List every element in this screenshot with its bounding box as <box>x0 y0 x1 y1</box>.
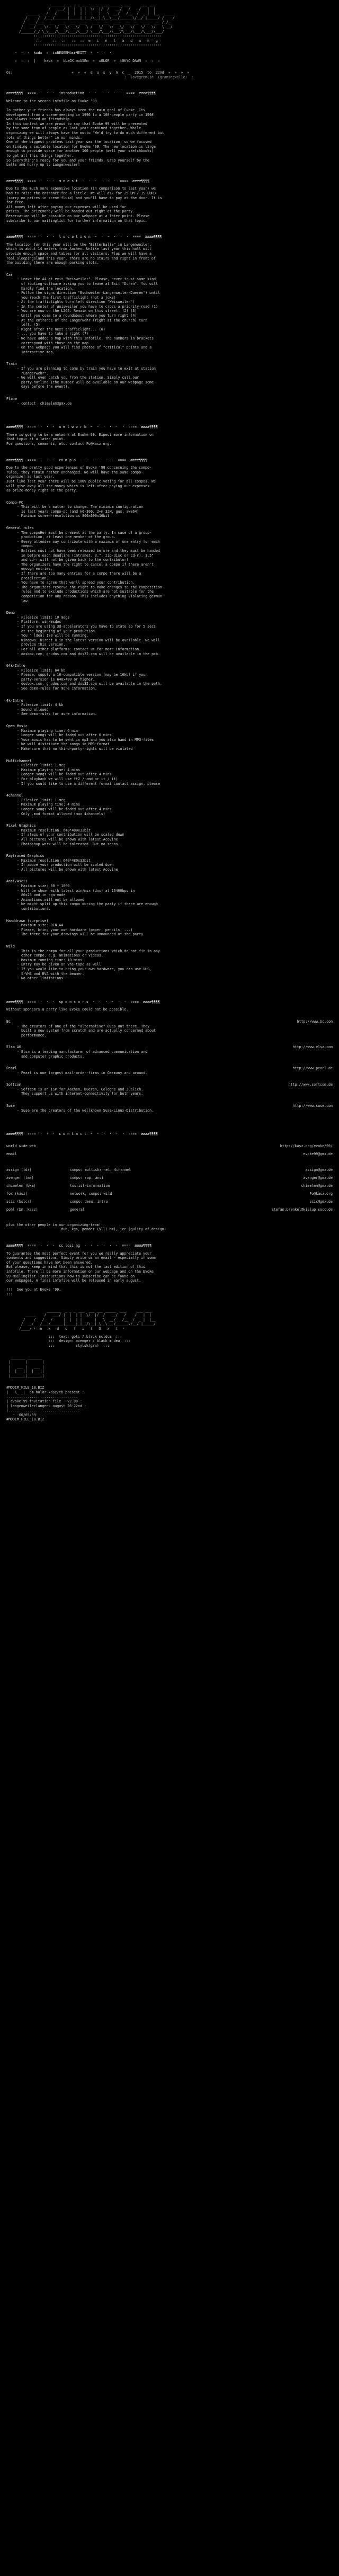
header-title-line: · · · kxdx » ixBEGEEMüsrMEITT · · · · <box>6 50 112 55</box>
subsection-line: - dosbox.com, gnudos.com and dos32.com will be available in the path. <box>17 682 162 686</box>
subsection-line: competition for any reason. This includes anything violating german <box>17 594 162 598</box>
subsection-line: - Filesize limit: 10 megs <box>17 615 70 620</box>
subsection-line: - Maximum playing time: 4 mins <box>17 802 81 807</box>
subsection-line: - Maximum playing time: 6 min <box>17 728 78 733</box>
footer-banner: _______ _ _ _ ___ ___ ___ _____ ___ ___ ___ _____ / ___/ | | | | \/ |/ / __/ / / | | / / / / | | | | | \ __/ /__ / _ | |__ / __/ /___/______|_____|_|__/\__|_\__\___/______\/__/ |_____/ /____/ · e x d o f i l 3 x t · <box>19 1308 156 1331</box>
subsection-line: law. <box>17 598 30 603</box>
subsection-line: - You ' ldeal 100 will be running. <box>17 633 88 638</box>
footer-art <box>6 1309 333 1422</box>
subsection-label: Train <box>6 362 17 366</box>
contact-name: pohl (bm, kasz) <box>6 1207 38 1212</box>
section-location <box>6 235 333 413</box>
sponsor-url-link[interactable]: http://www.pearl.de <box>292 1066 333 1071</box>
header-credits-line: : : : | kxdx » bLaCK moUSEm » xOLOR » tOKYO DAWN : : : <box>6 58 160 63</box>
sponsor-line: - The creators of one of the "alternative" OSes out there. They <box>17 1024 150 1028</box>
contact-name: email <box>6 1151 17 1156</box>
footer-credit-line: | evoke 99 invitation file ·v2.00 : <box>6 1399 82 1404</box>
subsection-label: Pixel Graphics <box>6 824 36 828</box>
subsection-line: - Longer songs will be faded out after 6 mins <box>17 733 112 738</box>
subsection-label: 4k-Intro <box>6 698 23 703</box>
sponsor-line: performance. <box>17 1033 47 1037</box>
subsection-line: at the beginning of your production. <box>17 629 97 633</box>
sponsor-name: Softcom <box>6 1083 21 1087</box>
section-heading: ææææ¶¶¶¶ ¤¤¤¤ · · · sp o n s o r s · · · · · · ¤¤¤¤ ææææ¶¶¶¶ <box>6 999 160 1004</box>
section-heading: ææææ¶¶¶¶ ¤¤¤¤ · · · m o e s t · · · · · · ¤¤¤¤ ææææ¶¶¶¶ <box>6 178 149 183</box>
sponsor-name: Bc <box>6 1019 11 1024</box>
subsection-line: - This will be a matter to change. The minimum configuration <box>17 505 144 509</box>
subsection-line: - Entry may be given on vhs-tape as well <box>17 962 101 967</box>
section-heading: ææææ¶¶¶¶ ¤¤¤¤ · · · n e t w o r k · · · · · · ¤¤¤¤ ææææ¶¶¶¶ <box>6 425 158 430</box>
footer-credits-style: ::: stylsk(gra) ::: <box>6 1343 110 1348</box>
contact-row <box>6 1152 333 1157</box>
subsection-line: - Longer songs will be faded out after 4 mins <box>17 772 112 777</box>
subsection-label: Plane <box>6 396 17 401</box>
contact-row <box>6 1184 333 1189</box>
subsection-line: - Make sure that no third-party-rights will be violated <box>17 747 133 751</box>
subsection <box>6 919 333 944</box>
subsection <box>6 664 333 699</box>
subsection-label: Demo <box>6 611 15 615</box>
sponsor-line: - Pearl is one largest mail-order-firms in Germany and around. <box>17 1070 148 1075</box>
section-body: Welcome to the second infofile on Evoke '99. To gather your friends has always been the main goal of Evoke. Its development from a scene-meeting in 1996 to a 100-people party in 1998 was always based on friendship. In this context we are proud to say that Evoke 99 will be presented by the same team of people as last year combined together. While organizing we will always have the motto "We'd try to do much different but lots of things better" in our minds. One of the biggest problems last year was the location, so we focused on finding a suitable location for Evoke '99. The new location is large enough to provide space for another 100 people (well your sketchbooks) to get all this things together. So everything's ready for you and your friends. Grab yourself by the balls and hurry up to Langenweiler! <box>6 99 164 167</box>
footer-path-line: | \_ _| bm-hulor-kasz/tb present : <box>6 1390 84 1394</box>
contact-address-link[interactable]: assign@gmx.de <box>305 1167 333 1172</box>
section-moest <box>6 179 333 223</box>
subsection-line: - Follow the signs direction "Eschweiler-Langenweiler-Dueren") until <box>17 291 160 296</box>
subsection-label: Handdrawn (surprise) <box>6 918 49 923</box>
subsection-line: contributions. <box>17 907 51 911</box>
subsection-line: - ... you have to take a right (7) <box>17 332 88 336</box>
section-body: To guarantee the most perfect event for you we really appreciate your comments and suggestions. Simply write us an email - especially if some of your questions have not been answered. But please, keep in mind that this is not the last edition of this infofile. There'll be more information on our webpage and on the Evoke 99-Mailinglist (instructions how to subscribe can be found on our webpage). A final infofile will be released in early august. !!! See you at Evoke '99. !!! <box>6 1251 156 1296</box>
footer-credit-line-2: | langenweilerlangen» august 28-22nd : <box>6 1403 86 1408</box>
subsection-line: - The theme for your drawings will be announced at the party <box>17 932 144 937</box>
subsection-line: hardly find the location. <box>17 286 74 291</box>
subsection <box>6 611 333 664</box>
contact-address-link[interactable]: http://kasz.org/evoke/99/ <box>280 1143 333 1148</box>
subsection-line: - Will be shown with latest win/msx (dos) at 16400bps in <box>17 888 135 893</box>
contact-role <box>70 1160 200 1165</box>
subsection-line: - You are now on the L264. Remain on this street. (2) (3) <box>17 309 137 314</box>
subsection <box>6 854 333 879</box>
subsection-line: - Minimum screen-resolution is 800x600x16bit <box>17 514 110 518</box>
section-body: There is going to be a network at Evoke 99. Expect more information on that topic at a later point. For questions, comments, etc. contact Fo@kasz.org. <box>6 432 154 446</box>
header-date-line: Os: « « « e u s y n c _ 2015 to 22nd » » » » <box>6 70 190 75</box>
contact-address-link[interactable]: chimelem@gmx.de <box>301 1183 333 1188</box>
subsection-line: - Leave the A4 at exit "Weisweiler". Please, never trust some kind <box>17 277 156 282</box>
subsection-line: - For playback we will use ft2 / cmd or it / it) <box>17 776 118 781</box>
sponsor-list <box>6 1019 333 1120</box>
subsection-line: - Sound allowed <box>17 707 49 712</box>
subsection-line: - The compoHer must be present at the party. In case of a group- <box>17 530 152 535</box>
contact-row <box>6 1160 333 1165</box>
subsection-line: correspond with those on the map. <box>17 341 91 345</box>
subsection <box>6 879 333 918</box>
subsection-line: - Maximum resolution: 640*480x32bit <box>17 828 91 833</box>
contact-name: avenger (tmr) <box>6 1175 34 1180</box>
subsection-line: - Please, supply a 16-compatible version (may be 16kb) if your <box>17 673 148 677</box>
section-introduction <box>6 91 333 167</box>
subsection-label: Multichannel <box>6 758 32 763</box>
subsection-line: - If there are too many entries for a compo there will be a <box>17 571 141 576</box>
subsection-line: - dosbox.com, gnudos.com and dos32.com will be available in the pcb. <box>17 651 160 656</box>
subsection-label: Car <box>6 272 13 277</box>
subsection-line: "Langerwehr". <box>17 371 49 375</box>
subsection-label: Ansi/Ascii <box>6 879 28 884</box>
sponsor-url-link[interactable]: http://www.softcom.de <box>288 1083 333 1087</box>
contact-row <box>6 1144 333 1149</box>
subsection-line: - Your music has to be sent in mp3 and you also hand in MP3-files <box>17 737 154 742</box>
subsection-line: rules and to exclude productions which are not suitable for the <box>17 589 154 594</box>
section-body: Without sponsors a party like Evoke could not be possible. <box>6 1007 129 1012</box>
subsection <box>6 362 333 397</box>
contact-name: world wide web <box>6 1143 36 1148</box>
contact-role <box>70 1144 200 1149</box>
subsection-line: interactive map. <box>17 350 55 354</box>
contact-role: tourist-information <box>70 1183 110 1188</box>
subsection-line: S-VHS and BVA with the beamer. <box>17 971 85 976</box>
subsection-label: Open Music <box>6 724 28 729</box>
subsection-line: - Animations will not be allowed <box>17 897 85 902</box>
subsection <box>6 793 333 824</box>
contact-address-link[interactable]: Fo@kasz.org <box>309 1191 333 1196</box>
subsection-label: 4Channel <box>6 793 23 798</box>
subsection-line: - See demo-rules for more information. <box>17 686 97 691</box>
subsection-line: you reach the first trafficlight (not a joke) <box>17 295 116 300</box>
sponsor-name: Pearl <box>6 1066 17 1071</box>
subsection-line: other compo. e.g. animations or videos. <box>17 953 103 958</box>
subsection-line: preselection. <box>17 576 49 580</box>
contact-address-link[interactable]: evoke99@gmx.de <box>303 1151 333 1156</box>
section-compo <box>6 458 333 988</box>
subsection-line: - This is the compo for all your productions which do not fit in any <box>17 949 160 953</box>
sponsor-url-link[interactable]: http://www.elsa.com <box>292 1045 333 1050</box>
sponsor-line: They support us with internet-connectivity for both years. <box>17 1092 144 1096</box>
contact-name: scic (bslcr) <box>6 1199 32 1204</box>
subsection-line: - Platform: win/msdos <box>17 620 61 624</box>
section-network <box>6 425 333 446</box>
subsection-line: - No other limitations <box>17 976 64 981</box>
subsection-line: - The organizers reserve the right to make changes to the competition <box>17 585 162 589</box>
contact-role: general <box>70 1207 85 1212</box>
subsection-line: compo. <box>17 544 34 549</box>
subsection-line: - Until you come to a roundabout where you turn right (4) <box>17 314 137 318</box>
contact-address-link[interactable] <box>200 1160 333 1165</box>
subsection-line: - If you would like to use a different format contact assign, please <box>17 781 160 786</box>
subsection <box>6 759 333 794</box>
contact-address-link[interactable]: scic@gmx.de <box>309 1199 333 1204</box>
subsection <box>6 500 333 526</box>
subsection-label: Wild <box>6 944 15 949</box>
subsection-line: provide this version. <box>17 642 66 647</box>
contact-row <box>6 1176 333 1181</box>
contact-row <box>6 1200 333 1205</box>
section-contact <box>6 1132 333 1232</box>
subsection-line: - At the entrance of the Langerwehr (right at the church) turn <box>17 318 148 323</box>
section-body: The location for this year will be the "Bitterhalle" in Langenweiler, which is about 14 meters from Aachen. Unlike last year this hall will provide enough space and tables for all visitors. Plus we will have a real sleepingsland this year. There are no stairs and right in front of the building there are enough parking slots. <box>6 242 156 265</box>
subsection-line: - Maximum size: 80 * 1000 <box>17 884 70 889</box>
subsection-line: - You have to agree that we'll spread your contribution. <box>17 580 135 585</box>
subsection-line: in before each deadline (intranet, 3.", zip-disc or cd-r). 3.5" <box>17 553 154 558</box>
subsection <box>6 824 333 854</box>
subsection-label: Raytraced Graphics <box>6 854 44 858</box>
subsection-line: of routing-software asking you to leave at Exit "Düren". You will <box>17 281 158 286</box>
subsection-line: - We will distribute the songs in MP3-format <box>17 742 110 747</box>
sponsor-entry <box>6 1066 333 1083</box>
subsection-line: - Filesize limit: 1 meg <box>17 798 66 802</box>
contact-name: assign (tdr) <box>6 1167 32 1172</box>
subsection-line: - Maximum size: DIN A4 <box>17 923 64 928</box>
subsection-label: 64k-Intro <box>6 664 25 668</box>
footer-credits-design: ::: design: avenger / black m dea ::: <box>6 1339 131 1344</box>
sponsor-line: - Elsa is a leading manufacturer of advanced communication and <box>17 1049 148 1054</box>
contact-address-link[interactable]: stefan.brenkel@kislup.soco.de <box>271 1207 333 1212</box>
subsection-line: - Please, bring your own hardware (paper, pencils, ...) <box>17 927 133 932</box>
contact-role: compo: demo, intro <box>70 1199 108 1204</box>
subsection-line: - We will even catch you from the station. Simply call our <box>17 375 139 380</box>
subsection-line: days before the event). <box>17 384 70 389</box>
sponsor-name: Suse <box>6 1104 15 1108</box>
footer-file-end: #MOOIM_FILE_18.BIZ <box>6 1417 44 1422</box>
section-heading: ææææ¶¶¶¶ ¤¤¤¤ · · · l o c a t i o n · · · · · · ¤¤¤¤ ææææ¶¶¶¶ <box>6 235 162 239</box>
subsection-line: - Windows: Direct X in the latest version will be available. we will <box>17 638 160 642</box>
subsection-line: - Filesize limit: 64 kb <box>17 668 66 673</box>
subsection-line: - Only .mod format allowed (max 4channels) <box>17 811 105 816</box>
subsection-line: - Maximum running time: 10 mins <box>17 958 83 962</box>
subsection-line: - In the center of Weisweiler you have to cross a priority-road (1) <box>17 304 158 309</box>
contact-row <box>6 1208 333 1213</box>
section-heading: ææææ¶¶¶¶ ¤¤¤¤ · · · c o n t a c t · · · · · · ¤¤¤¤ ææææ¶¶¶¶ <box>6 1132 158 1137</box>
subsection-label: General rules <box>6 526 34 531</box>
subsection-line: - See demo-rules for more information. <box>17 712 97 717</box>
subsection <box>6 944 333 988</box>
footer-sig-2: ~ -06/05/99- <box>6 1412 38 1417</box>
sponsor-line: - Softcom is an ISP for Aachen, Dueren, Cologne and Juelich. <box>17 1087 144 1092</box>
subsection-line: - At the trafficlights turn left direction "Weisweiler") <box>17 300 135 305</box>
subsection <box>6 397 333 413</box>
section-closing <box>6 1244 333 1297</box>
subsection-line: production, at least one member of the group. <box>17 535 116 540</box>
subsection-line: - Photoshop work will be tolerated. But no scans. <box>17 842 120 846</box>
subsection-line: party-version is 640x480 or higher. <box>17 677 95 682</box>
section-body: Due to the much more expensive location (in comparison to last year) we had to raise the entrance fee a little. We will ask for 25 DM / 15 EURO (sorry no prices in scene-fluid) and you'll have to pay at the door. It is for free. All money left after paying our expenses will be used for prizes. The prizemoney will be handed out right at the party. Reservation will be possible on our webpage at a later point. Please subscribe to our mailinglist for further information on that topic. <box>6 186 162 223</box>
footer-file-line: #MOOIM_FILE_18.BIZ <box>6 1385 44 1390</box>
subsection-line: - For all other platforms: contact us for more information. <box>17 647 141 651</box>
footer-credits-text: ::: text: goti / black mcldcm ::: <box>6 1334 122 1339</box>
section-heading: ææææ¶¶¶¶ ¤¤¤¤ · · · co m p o · · · · · · ¤¤¤¤ ææææ¶¶¶¶ <box>6 458 147 462</box>
subsection-line: - If you are planning to come by train you have to exit at station <box>17 366 156 371</box>
sponsor-entry <box>6 1104 333 1120</box>
header-link-line: : lovegremlin (gramingwelle) : <box>6 75 194 79</box>
contact-role: network, compo: wild <box>70 1191 112 1196</box>
contact-name: chimelem (bkm) <box>6 1183 36 1188</box>
subsection-line: - Every attendee may contribute with a maximum of one entry for each <box>17 539 160 544</box>
contact-name: fox (kasz) <box>6 1191 28 1196</box>
subsection-line: - We have added a map with this infofile. The numbers in brackets <box>17 336 154 341</box>
contact-row <box>6 1192 333 1197</box>
section-heading: ææææ¶¶¶¶ ¤¤¤¤ · · · cc losi ng · · · · · · ¤¤¤¤ ææææ¶¶¶¶ <box>6 1244 151 1248</box>
sponsor-line: - Suse are the creators of the wellknown Suse-Linux-Distribution. <box>17 1108 154 1113</box>
contact-address-link[interactable]: avenger@gmx.de <box>303 1175 333 1180</box>
contact-list <box>6 1144 333 1213</box>
subsection-line: - If you would like to bring your own hardware, you can use VHS, <box>17 967 152 971</box>
subsection <box>6 273 333 362</box>
footer-art-box: _______ _______ | | | | ___ | ___ | | |___|| |___|| |_______|_______| <box>8 1355 44 1378</box>
subsection-line: - All pictures will be shown with latest Acovine <box>17 837 118 842</box>
subsection-label: Compo-PC <box>6 500 23 505</box>
sponsor-line: built a new system from scratch and are actually concerned about <box>17 1028 156 1033</box>
subsection-line: - Maximum resolution: 640*480x32bit <box>17 858 91 863</box>
subsection-line: - If above your production will be scaled down <box>17 863 114 867</box>
subsection-line: - If you are using 3d-accelerators you have to state so for 5 secs <box>17 624 156 629</box>
section-body: Due to the pretty good experiences of Evoke '98 concerning the compo- rules, they remain rather unchanged. We will have the same compo- organizer as last year. Just like last year there will be 100% public voting for all compos. We will give away all the money which is left after paying our expenses as prize-money right at the party. <box>6 466 156 493</box>
subsection-line: - We might split up this compo during the party if there are enough <box>17 902 158 907</box>
subsection-line: - Right after the next trafficlight... (6) <box>17 327 105 332</box>
subsection-line: left. (5) <box>17 323 40 327</box>
subsection <box>6 699 333 724</box>
footer-sig-1: |.................................: <box>6 1408 80 1413</box>
contact-footer: plus the other people in our organizing-team! dub, kgs, pender (sll) bm), jer (gulity of design) <box>6 1222 166 1232</box>
subsection-line: - The organizers have the right to cancel a compo if there aren't <box>17 562 154 567</box>
subsection-line: party-hotline (the number will be available on our webpage some <box>17 380 154 384</box>
sponsor-line: and computer graphic products. <box>17 1054 85 1059</box>
subsection-line: - Filesize limit: 1 meg <box>17 763 66 768</box>
section-heading: ææææ¶¶¶¶ ¤¤¤¤ · · · introduction · · · · · · ¤¤¤¤ ææææ¶¶¶¶ <box>6 91 156 96</box>
subsection <box>6 526 333 611</box>
sponsor-url-link[interactable]: http://www.suse.com <box>292 1104 333 1108</box>
subsection-line: - If steps of your contribution will be scaled down <box>17 833 124 837</box>
subsection-line: - contact chimelem@gmx.de <box>17 401 72 406</box>
subsection-line: enough entries. <box>17 567 53 571</box>
header-logo-art: _______ _ _ _ ___ ___ ___ _____ ___ ___ ___ / ___/ | | | | \/ |/ / __/ / / | | ______ / / | | | | | \ __/ /__ / _ | |__ _____ / / /___/______|_____|_|__/\__|_\__\___/______\/__/ |_____/ / / / ___/___ ___ ___ ___ ___ ___ ___ ___ ___ ___ ___ ___ / /__ / __/ _ \/ \/ \/ _\/ \ / \/ \/ _\/ \/ \/ \/ \ __/ /______/_/ \_\___/\___/\___/\___/ \___/\___/\___/\___/\___/\___/\___/ ::::::::::::::::::::::::::::::::::::::::::::::::::::::::::::: :: :: :: :: :: e i n l a d u n g ::::::::::::::::::::::::::::::::::::::::::::::::::::::::::::: <box>19 2 175 48</box>
footer-dash-line: .................................. <box>6 1394 78 1399</box>
location-subsections <box>6 273 333 413</box>
subsection-line: - Entries must not have been released before and they must be handed <box>17 549 160 553</box>
contact-role: compo: rap, ansi <box>70 1175 104 1180</box>
subsection <box>6 724 333 759</box>
compo-subsections <box>6 500 333 988</box>
subsection-line: - Filesize limit: 4 kb <box>17 703 64 708</box>
sponsor-entry <box>6 1019 333 1045</box>
subsection-line: - Longer songs will be faded out after 4 mins <box>17 807 112 811</box>
sponsor-url-link[interactable]: http://www.bc.com <box>297 1019 333 1024</box>
subsection-line: - All pictures will be shown with latest Acovine <box>17 867 118 872</box>
contact-name <box>6 1160 70 1165</box>
subsection-line: is last years compo-pc (amd k6-300, 2+m 32M, gus, awe64) <box>17 509 139 514</box>
subsection-line: - On the webpage you will find photos of "critical" points and a <box>17 345 152 350</box>
sponsor-entry <box>6 1045 333 1066</box>
subsection-line: and cd-r will not be given back to the contributor! <box>17 558 129 562</box>
contact-role <box>70 1152 200 1157</box>
subsection-line: - Maximum playing time: 4 mins <box>17 767 81 772</box>
contact-role: compo: multichannel, 4channel <box>70 1167 131 1172</box>
sponsor-entry <box>6 1083 333 1104</box>
subsection-line: 80x25 and in cga-mode <box>17 893 66 898</box>
section-sponsors <box>6 1000 333 1121</box>
contact-row <box>6 1168 333 1173</box>
sponsor-name: Elsa AG <box>6 1045 21 1050</box>
